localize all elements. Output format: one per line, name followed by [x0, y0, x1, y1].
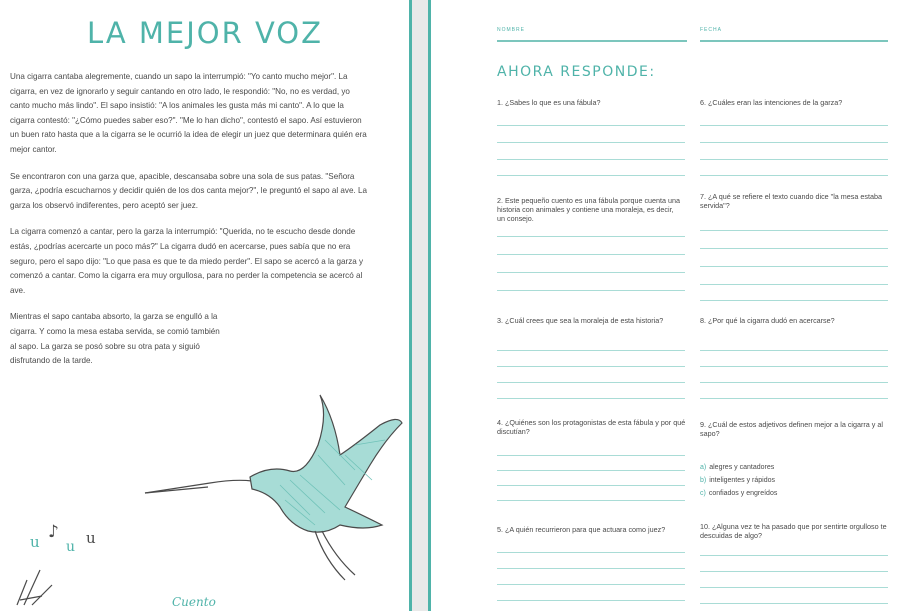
signature: Cuento	[172, 595, 216, 609]
option-a-letter: a)	[700, 464, 707, 471]
option-c-text: confiados y engreídos	[708, 490, 778, 497]
question-5: 5. ¿A quién recurrieron para que actuara como juez?	[497, 525, 666, 534]
answer-line[interactable]	[700, 300, 888, 301]
answer-line[interactable]	[497, 600, 685, 601]
answer-line[interactable]	[700, 398, 888, 399]
option-a[interactable]	[700, 464, 774, 471]
answer-line[interactable]	[700, 571, 888, 572]
story-paragraph-1: Una cigarra cantaba alegremente, cuando un sapo la interrumpió: "Yo canto mucho mejor". La cigarra, en vez de ignorarlo y seguir cantando en otro lado, le respondió: "No, no es verdad, yo canto mucho más lindo". El sapo insistió: "A los animales les gusta más mi canto". A lo que la cigarra contestó: "¿Cómo puedes saber eso?". "Me lo han dicho", contestó el sapo. Así estuvieron un buen rato hasta que a la cigarra se le ocurrió la idea de elegir un juez que determinara quién era mejor cantor.	[10, 72, 367, 154]
answer-line[interactable]	[497, 500, 685, 501]
date-line[interactable]	[700, 40, 888, 42]
answer-line[interactable]	[700, 175, 888, 176]
answer-line[interactable]	[700, 248, 888, 249]
story-text	[10, 70, 368, 381]
heron-illustration	[140, 385, 410, 590]
question-6: 6. ¿Cuáles eran las intenciones de la garza?	[700, 98, 843, 107]
answer-line[interactable]	[497, 552, 685, 553]
answer-line[interactable]	[497, 142, 685, 143]
story-page	[0, 0, 412, 611]
answer-line[interactable]	[497, 382, 685, 383]
answer-line[interactable]	[700, 142, 888, 143]
question-9: 9. ¿Cuál de estos adjetivos definen mejor a la cigarra y al sapo?	[700, 420, 883, 438]
answer-line[interactable]	[497, 125, 685, 126]
question-3: 3. ¿Cuál crees que sea la moraleja de esta historia?	[497, 316, 664, 325]
answer-line[interactable]	[497, 568, 685, 569]
question-10: 10. ¿Alguna vez te ha pasado que por sentirte orgulloso te descuidas de algo?	[700, 522, 887, 540]
answer-line[interactable]	[497, 470, 685, 471]
answer-line[interactable]	[700, 587, 888, 588]
date-label: FECHA	[700, 27, 722, 33]
svg-text:u: u	[86, 529, 96, 547]
option-c[interactable]	[700, 490, 777, 497]
question-7: 7. ¿A qué se refiere el texto cuando dice "la mesa estaba servida"?	[700, 192, 882, 210]
answer-line[interactable]	[700, 555, 888, 556]
answer-line[interactable]	[700, 159, 888, 160]
answer-line[interactable]	[497, 350, 685, 351]
svg-text:u: u	[30, 533, 40, 551]
answer-line[interactable]	[497, 584, 685, 585]
question-2: 2. Este pequeño cuento es una fábula porque cuenta una historia con animales y contiene una moraleja, es decir, un consejo.	[497, 196, 681, 223]
answer-line[interactable]	[497, 175, 685, 176]
answer-line[interactable]	[700, 382, 888, 383]
answer-line[interactable]	[700, 230, 888, 231]
name-label: NOMBRE	[497, 27, 525, 33]
answer-line[interactable]	[497, 455, 685, 456]
answer-line[interactable]	[700, 603, 888, 604]
answer-line[interactable]	[497, 272, 685, 273]
story-paragraph-2: Se encontraron con una garza que, apacible, descansaba sobre una sola de sus patas. "Señora garza, ¿podría escucharnos y decidir quién de los dos canta mejor?", le preguntó el sapo al ave. La garza los observó indiferentes, pero aceptó ser juez.	[10, 171, 367, 210]
answer-line[interactable]	[497, 290, 685, 291]
answer-line[interactable]	[497, 398, 685, 399]
answer-line[interactable]	[497, 236, 685, 237]
question-8: 8. ¿Por qué la cigarra dudó en acercarse?	[700, 316, 835, 325]
question-4: 4. ¿Quiénes son los protagonistas de esta fábula y por qué discutían?	[497, 418, 686, 436]
questions-page	[428, 0, 899, 611]
story-paragraph-3: La cigarra comenzó a cantar, pero la garza la interrumpió: "Querida, no te escucho desde donde estás, ¿podrías acercarte un poco más?" La cigarra dudó en acercarse, pues sabía que no era seguro, pero el sapo dijo: "Lo que pasa es que te da miedo perder". El sapo se acercó a la garza y comenzó a cantar. Como la cigarra era muy orgullosa, para no perder la competencia se acercó al ave.	[10, 227, 364, 295]
answer-line[interactable]	[700, 125, 888, 126]
music-notes-doodle	[28, 515, 118, 565]
story-title: LA MEJOR VOZ	[87, 16, 323, 50]
question-1: 1. ¿Sabes lo que es una fábula?	[497, 98, 601, 107]
option-c-letter: c)	[700, 490, 706, 497]
story-paragraph-4: Mientras el sapo cantaba absorto, la garza se engulló a la cigarra. Y como la mesa estaba servida, se comió también al sapo. La garza se posó sobre su otra pata y siguió disfrutando de la tarde.	[10, 312, 220, 366]
svg-text:♪: ♪	[48, 522, 59, 542]
section-title: AHORA RESPONDE:	[497, 64, 656, 80]
answer-line[interactable]	[497, 159, 685, 160]
option-a-text: alegres y cantadores	[709, 464, 775, 471]
option-b[interactable]	[700, 477, 775, 484]
svg-text:u: u	[66, 539, 76, 555]
answer-line[interactable]	[700, 266, 888, 267]
answer-line[interactable]	[497, 366, 685, 367]
name-line[interactable]	[497, 40, 687, 42]
option-b-text: inteligentes y rápidos	[709, 477, 775, 484]
grass-doodle	[12, 560, 62, 610]
answer-line[interactable]	[700, 350, 888, 351]
answer-line[interactable]	[497, 485, 685, 486]
answer-line[interactable]	[497, 254, 685, 255]
answer-line[interactable]	[700, 284, 888, 285]
option-b-letter: b)	[700, 477, 707, 484]
answer-line[interactable]	[700, 366, 888, 367]
